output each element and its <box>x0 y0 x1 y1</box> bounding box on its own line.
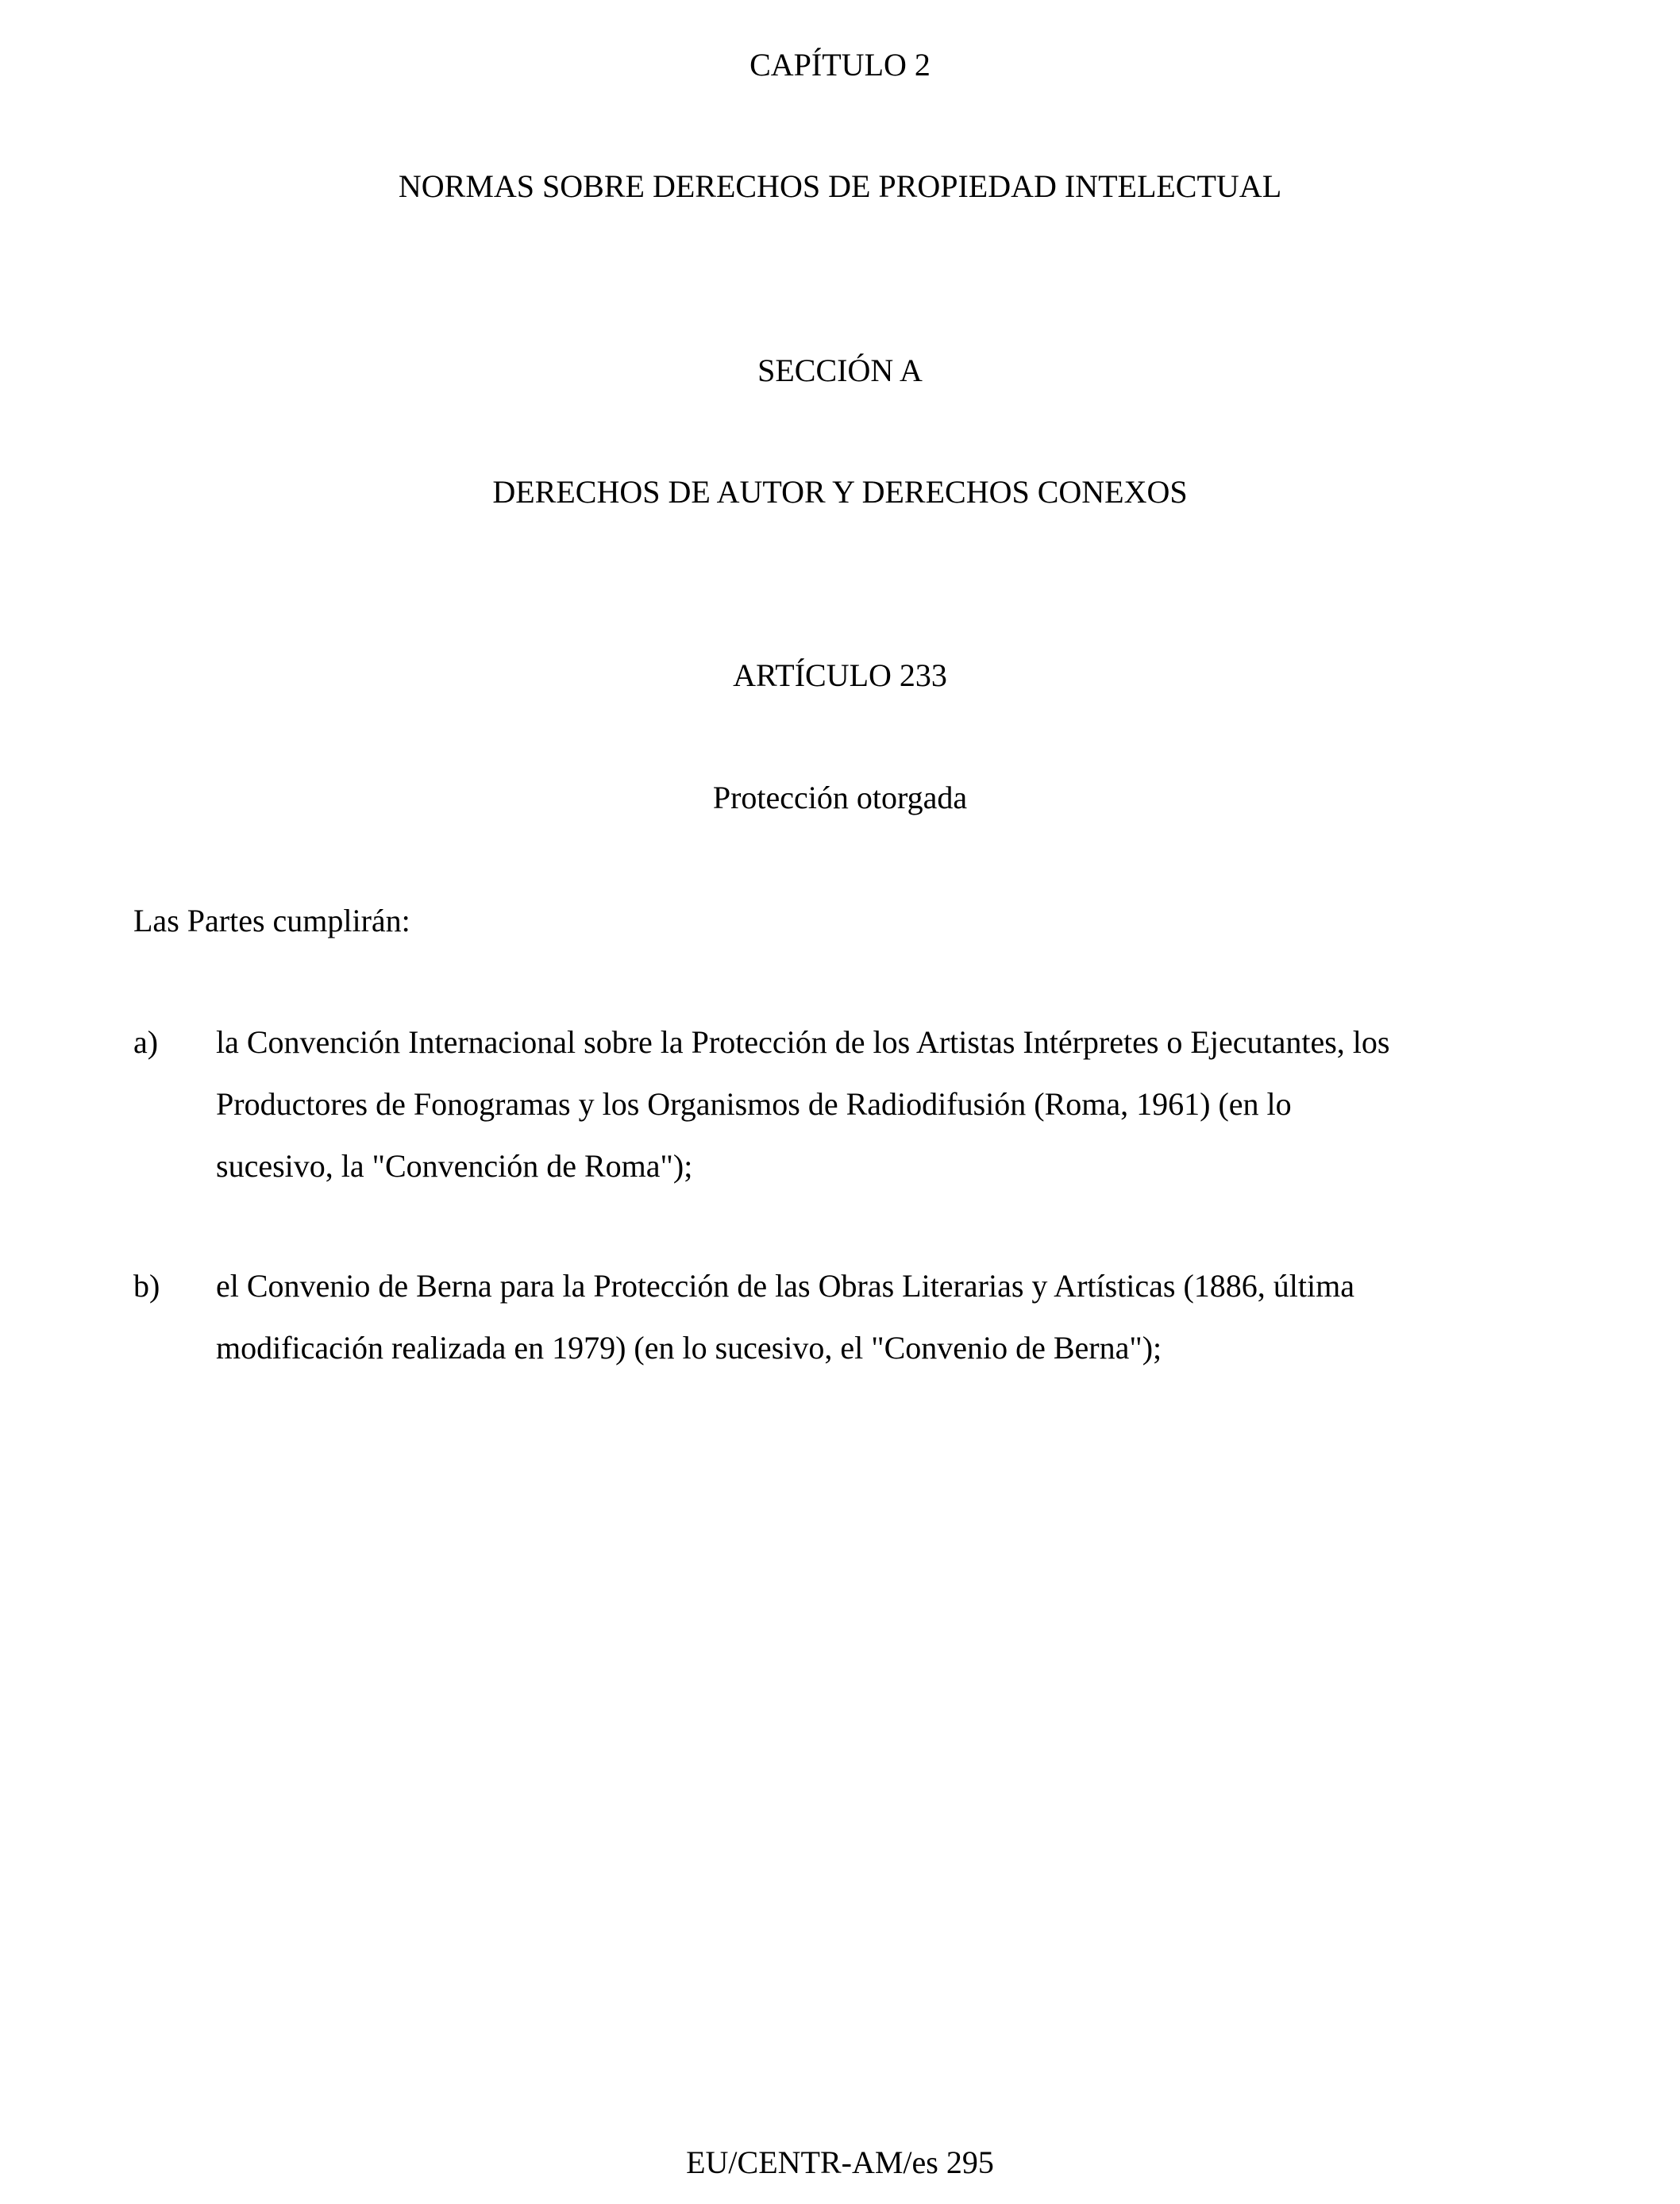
list-item-line: la Convención Internacional sobre la Protección de los Artistas Intérpretes o Ejecutantes, los <box>216 1024 1390 1060</box>
section-label: SECCIÓN A <box>757 353 923 388</box>
list-item-label: a) <box>133 1024 159 1060</box>
list-item-line: Productores de Fonogramas y los Organismos de Radiodifusión (Roma, 1961) (en lo <box>216 1086 1292 1122</box>
list-item-text <box>216 1011 1566 1197</box>
list-item-line: sucesivo, la "Convención de Roma"); <box>216 1148 693 1184</box>
list-item-label: b) <box>133 1268 160 1304</box>
chapter-label: CAPÍTULO 2 <box>749 47 931 83</box>
intro-paragraph: Las Partes cumplirán: <box>133 903 410 938</box>
chapter-title: NORMAS SOBRE DERECHOS DE PROPIEDAD INTELECTUAL <box>398 168 1282 204</box>
page-reference: EU/CENTR-AM/es 295 <box>686 2144 994 2180</box>
list-item-line: el Convenio de Berna para la Protección de las Obras Literarias y Artísticas (1886, última <box>216 1268 1355 1304</box>
list-item-text <box>216 1255 1566 1379</box>
article-label: ARTÍCULO 233 <box>733 657 947 693</box>
section-title: DERECHOS DE AUTOR Y DERECHOS CONEXOS <box>492 474 1188 510</box>
article-title: Protección otorgada <box>712 780 968 815</box>
list-item-line: modificación realizada en 1979) (en lo sucesivo, el "Convenio de Berna"); <box>216 1330 1162 1366</box>
